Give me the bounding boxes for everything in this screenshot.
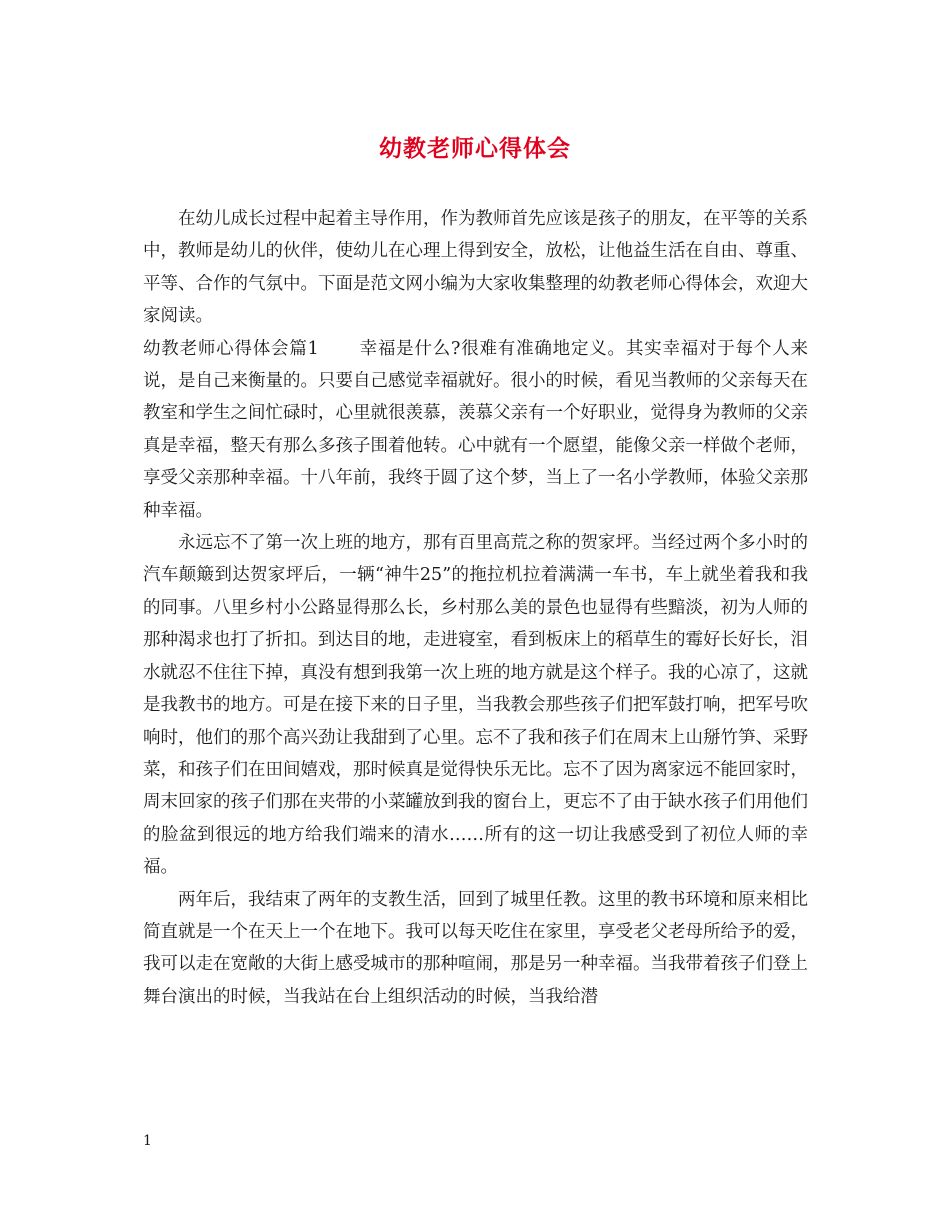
section-paragraph (143, 333, 808, 527)
page-number: 1 (143, 1133, 152, 1149)
paragraph-2: 永远忘不了第一次上班的地方，那有百里高荒之称的贺家坪。当经过两个多小时的汽车颠簸到达贺家坪后，一辆“神牛25”的拖拉机拉着满满一车书，车上就坐着我和我的同事。八里乡村小公路显得那么长，乡村那么美的景色也显得有些黯淡，初为人师的那种渴求也打了折扣。到达目的地，走进寝室，看到板床上的稻草生的霉好长好长，泪水就忍不住往下掉，真没有想到我第一次上班的地方就是这个样子。我的心凉了，这就是我教书的地方。可是在接下来的日子里，当我教会那些孩子们把军鼓打响，把军号吹响时，他们的那个高兴劲让我甜到了心里。忘不了我和孩子们在周末上山掰竹笋、采野菜，和孩子们在田间嬉戏，那时候真是觉得快乐无比。忘不了因为离家远不能回家时，周末回家的孩子们那在夹带的小菜罐放到我的窗台上，更忘不了由于缺水孩子们用他们的脸盆到很远的地方给我们端来的清水……所有的这一切让我感受到了初位人师的幸福。 (143, 533, 808, 878)
paragraph-3: 两年后，我结束了两年的支教生活，回到了城里任教。这里的教书环境和原来相比简直就是一个在天上一个在地下。我可以每天吃住在家里，享受老父老母所给予的爱，我可以走在宽敞的大街上感受城市的那种喧闹，那是另一种幸福。当我带着孩子们登上舞台演出的时候，当我站在台上组织活动的时候，当我给潜 (143, 889, 808, 1007)
intro-paragraph: 在幼儿成长过程中起着主导作用，作为教师首先应该是孩子的朋友，在平等的关系中，教师是幼儿的伙伴，使幼儿在心理上得到安全，放松，让他益生活在自由、尊重、平等、合作的气氛中。下面是范文网小编为大家收集整理的幼教老师心得体会，欢迎大家阅读。 (143, 209, 808, 327)
document-body (143, 203, 808, 1013)
section-heading: 幼教老师心得体会篇1 (143, 338, 319, 359)
document-title: 幼教老师心得体会 (379, 135, 571, 162)
section-first-paragraph: 幸福是什么?很难有准确地定义。其实幸福对于每个人来说，是自己来衡量的。只要自己感觉幸福就好。很小的时候，看见当教师的父亲每天在教室和学生之间忙碌时，心里就很羡慕，羡慕父亲有一个好职业，觉得身为教师的父亲真是幸福，整天有那么多孩子围着他转。心中就有一个愿望，能像父亲一样做个老师，享受父亲那种幸福。十八年前，我终于圆了这个梦，当上了一名小学教师，体验父亲那种幸福。 (143, 338, 808, 521)
